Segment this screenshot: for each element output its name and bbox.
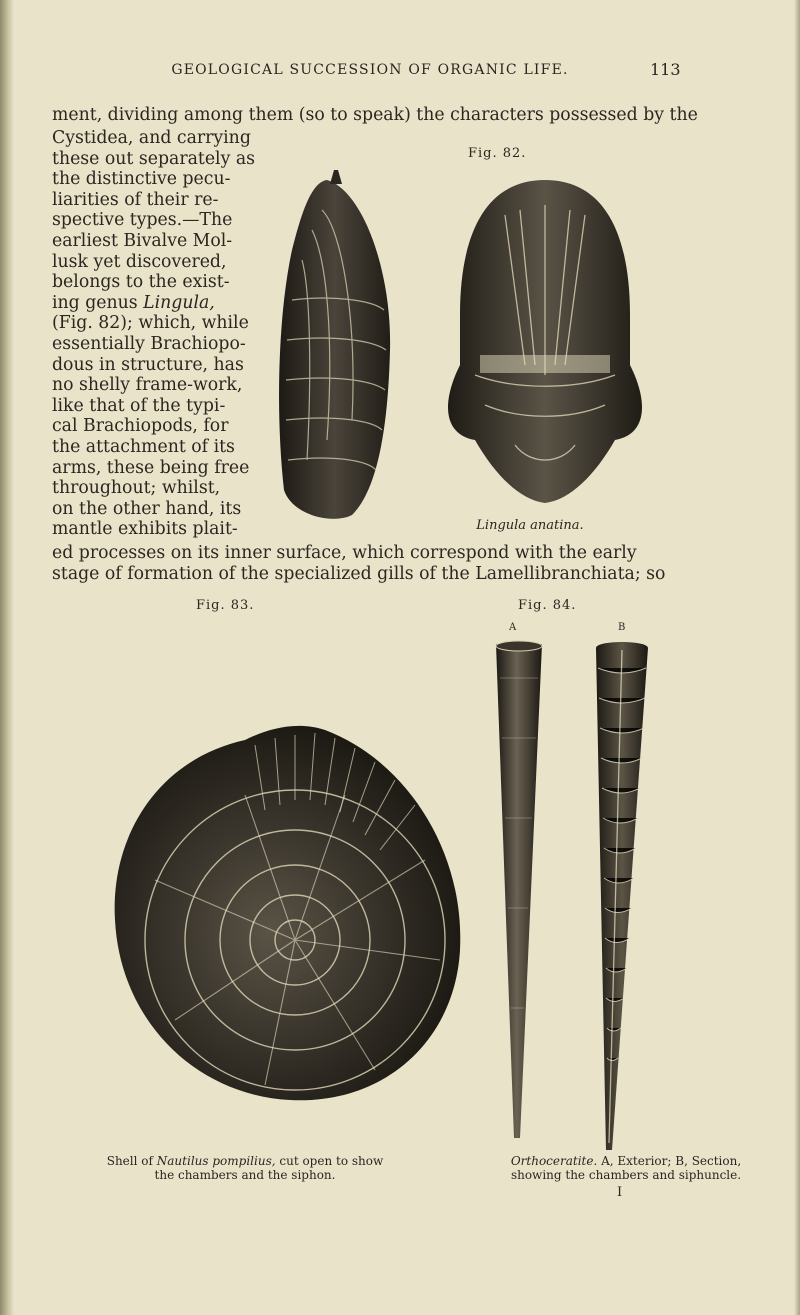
body-wrapped-line-text: dous in structure, has bbox=[52, 354, 244, 375]
body-line-full-1: ed processes on its inner surface, which correspond with the early bbox=[52, 543, 637, 563]
body-wrapped-line-text: throughout; whilst, bbox=[52, 478, 221, 499]
fig-83-caption bbox=[70, 1154, 420, 1182]
fig-84-caption-rest-1: A, Exterior; B, Section, bbox=[601, 1154, 742, 1168]
page-binding-edge bbox=[0, 0, 14, 1315]
body-wrapped-line-text: cal Brachiopods, for bbox=[52, 416, 229, 437]
fig-84-label-a: A bbox=[509, 622, 518, 633]
body-wrapped-line-text: lusk yet discovered, bbox=[52, 251, 227, 272]
body-wrapped-line-text: belongs to the exist- bbox=[52, 272, 230, 293]
page-number: 113 bbox=[650, 60, 681, 79]
body-wrapped-line bbox=[52, 149, 255, 170]
body-line-1: ment, dividing among them (so to speak) the characters possessed by the bbox=[52, 105, 698, 125]
page-right-edge bbox=[794, 0, 800, 1315]
body-wrapped-line bbox=[52, 437, 235, 458]
fig-84-caption bbox=[476, 1154, 776, 1182]
body-wrapped-line-text: the attachment of its bbox=[52, 437, 235, 457]
lingula-shell-interior bbox=[445, 175, 655, 510]
running-title: GEOLOGICAL SUCCESSION OF ORGANIC LIFE. bbox=[171, 62, 569, 78]
body-wrapped-line-text: (Fig. 82); which, while bbox=[52, 313, 249, 334]
body-wrapped-line bbox=[52, 252, 227, 273]
fig-84-caption-title: Orthoceratite. bbox=[510, 1154, 598, 1168]
body-wrapped-line bbox=[52, 416, 228, 437]
fig-82-caption: Lingula anatina. bbox=[476, 518, 584, 533]
body-wrapped-line-text: mantle exhibits plait- bbox=[52, 519, 238, 540]
body-wrapped-line-text: the distinctive pecu- bbox=[52, 169, 231, 190]
body-wrapped-line-text: no shelly frame-work, bbox=[52, 375, 243, 396]
fig-84-number: Fig. 84. bbox=[518, 598, 577, 613]
fig-83-number: Fig. 83. bbox=[196, 598, 255, 613]
body-wrapped-line-text: these out separately as bbox=[52, 148, 256, 169]
fig-83-caption-rest-1: cut open to show bbox=[279, 1154, 384, 1168]
body-line-full-2: stage of formation of the specialized gills of the Lamellibranchiata; so bbox=[52, 564, 666, 584]
lingula-shell-exterior bbox=[272, 170, 402, 530]
body-wrapped-line-text: spective types.—The bbox=[52, 210, 233, 231]
fig-83-caption-species: Nautilus pompilius, bbox=[156, 1154, 276, 1168]
signature-mark: I bbox=[617, 1185, 624, 1200]
body-wrapped-line bbox=[52, 169, 230, 190]
body-wrapped-line bbox=[52, 458, 249, 479]
fig-84-caption-rest-2: showing the chambers and siphuncle. bbox=[510, 1168, 742, 1182]
fig-83-caption-prefix: Shell of bbox=[106, 1154, 153, 1168]
body-wrapped-line bbox=[52, 334, 246, 355]
orthoceratite-section bbox=[592, 638, 652, 1158]
body-wrapped-line-text: liarities of their re- bbox=[52, 189, 219, 210]
fig-82-number: Fig. 82. bbox=[468, 146, 527, 161]
body-wrapped-line bbox=[52, 375, 242, 396]
body-wrapped-line bbox=[52, 128, 251, 149]
body-wrapped-line bbox=[52, 190, 218, 211]
body-wrapped-line bbox=[52, 272, 230, 293]
body-wrapped-line-text: on the other hand, its bbox=[52, 498, 242, 519]
body-wrapped-line bbox=[52, 313, 249, 334]
genus-name: Lingula, bbox=[143, 292, 215, 313]
body-wrapped-line-text: earliest Bivalve Mol- bbox=[52, 231, 233, 251]
body-wrapped-line-text: arms, these being free bbox=[52, 457, 250, 478]
body-wrapped-line bbox=[52, 396, 225, 417]
body-wrapped-line-text: essentially Brachiopo- bbox=[52, 334, 246, 354]
body-wrapped-line bbox=[52, 231, 232, 252]
body-wrapped-line-text: like that of the typi- bbox=[52, 395, 226, 416]
body-wrapped-line bbox=[52, 478, 220, 499]
fig-83-caption-rest-2: the chambers and the siphon. bbox=[154, 1168, 336, 1182]
fig-84-label-b: B bbox=[618, 622, 627, 633]
body-wrapped-line bbox=[52, 293, 215, 314]
nautilus-shell-section bbox=[95, 700, 475, 1120]
body-wrapped-line-text: Cystidea, and carrying bbox=[52, 128, 251, 148]
body-wrapped-line bbox=[52, 519, 238, 540]
body-wrapped-line-text: ing genus bbox=[52, 292, 138, 313]
orthoceratite-exterior bbox=[490, 638, 550, 1148]
body-wrapped-line bbox=[52, 499, 241, 520]
body-wrapped-line bbox=[52, 355, 244, 376]
body-wrapped-line bbox=[52, 210, 232, 231]
